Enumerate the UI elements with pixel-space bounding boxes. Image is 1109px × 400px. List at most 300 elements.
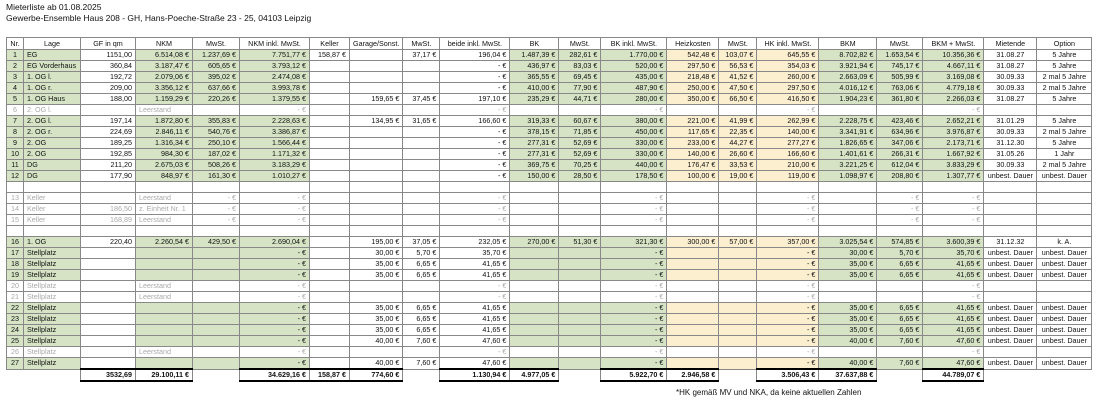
table-cell <box>81 281 136 292</box>
table-cell: - € <box>193 193 240 204</box>
table-cell: 3.356,12 € <box>136 83 193 94</box>
table-row <box>7 358 1092 370</box>
table-cell: 2 mal 5 Jahre <box>1037 72 1092 83</box>
table-cell: 250,00 € <box>667 83 719 94</box>
table-cell: 321,30 € <box>601 237 667 248</box>
table-row <box>7 292 1092 303</box>
table-cell <box>559 248 601 259</box>
table-cell: - € <box>757 292 819 303</box>
table-cell: - € <box>601 292 667 303</box>
table-cell: 4.779,18 € <box>923 83 984 94</box>
table-cell: 158,87 € <box>310 50 350 61</box>
table-cell <box>877 281 923 292</box>
table-cell <box>350 171 403 182</box>
table-cell: 186,50 <box>81 204 136 215</box>
table-cell: 31.08.27 <box>984 94 1037 105</box>
table-cell: 5 Jahre <box>1037 116 1092 127</box>
table-cell <box>403 171 440 182</box>
table-cell <box>81 303 136 314</box>
table-cell: 197,14 <box>81 116 136 127</box>
table-cell: 233,00 € <box>667 138 719 149</box>
table-cell <box>719 105 757 116</box>
table-cell <box>719 215 757 226</box>
total-cell <box>24 369 81 381</box>
table-cell: 41,65 € <box>440 303 510 314</box>
table-cell: - € <box>601 105 667 116</box>
table-cell: 330,00 € <box>601 138 667 149</box>
table-cell: Stellplatz <box>24 270 81 281</box>
table-cell <box>350 127 403 138</box>
table-cell: 188,00 <box>81 94 136 105</box>
table-cell: - € <box>240 215 310 226</box>
table-cell <box>81 325 136 336</box>
table-cell: 3.169,08 € <box>923 72 984 83</box>
table-cell <box>350 347 403 358</box>
table-cell <box>193 336 240 347</box>
table-cell <box>667 215 719 226</box>
table-cell <box>81 270 136 281</box>
table-cell: - € <box>440 83 510 94</box>
table-cell: 192,72 <box>81 72 136 83</box>
table-cell <box>1037 281 1092 292</box>
table-cell: 2.173,71 € <box>923 138 984 149</box>
table-cell: - € <box>440 160 510 171</box>
table-cell <box>819 281 877 292</box>
table-row <box>7 347 1092 358</box>
column-header: NKM inkl. MwSt. <box>240 38 310 50</box>
table-row <box>7 336 1092 347</box>
table-cell <box>984 215 1037 226</box>
table-cell: 297,50 € <box>757 83 819 94</box>
table-row <box>7 72 1092 83</box>
table-cell: 51,30 € <box>559 237 601 248</box>
table-cell <box>350 160 403 171</box>
table-cell: 300,00 € <box>667 237 719 248</box>
table-cell: 1.379,55 € <box>240 94 310 105</box>
table-cell: 35,00 € <box>819 259 877 270</box>
table-cell <box>559 358 601 370</box>
table-cell: 436,97 € <box>510 61 559 72</box>
table-cell <box>719 248 757 259</box>
table-cell: 1.653,54 € <box>877 50 923 61</box>
table-cell: 210,00 € <box>757 160 819 171</box>
table-cell <box>819 215 877 226</box>
table-cell: 31.08.27 <box>984 50 1037 61</box>
total-cell: 158,87 € <box>310 369 350 381</box>
table-cell: Stellplatz <box>24 347 81 358</box>
table-cell <box>510 325 559 336</box>
table-cell <box>193 358 240 370</box>
table-cell: 44,27 € <box>719 138 757 149</box>
table-cell: 2.260,54 € <box>136 237 193 248</box>
table-cell: 35,00 € <box>819 325 877 336</box>
table-cell: 22,35 € <box>719 127 757 138</box>
table-cell <box>819 105 877 116</box>
table-cell: 31.08.27 <box>984 61 1037 72</box>
table-cell: 3.600,39 € <box>923 237 984 248</box>
table-cell: - € <box>440 281 510 292</box>
column-header: Mietende <box>984 38 1037 50</box>
table-cell <box>136 303 193 314</box>
table-cell: - € <box>440 105 510 116</box>
table-cell <box>819 292 877 303</box>
table-cell <box>719 303 757 314</box>
table-cell <box>81 314 136 325</box>
table-cell <box>310 347 350 358</box>
table-cell: 37,45 € <box>403 94 440 105</box>
table-cell: 1.904,23 € <box>819 94 877 105</box>
table-cell <box>310 237 350 248</box>
table-cell: 1.171,32 € <box>240 149 310 160</box>
table-cell <box>1037 347 1092 358</box>
table-cell: 6,65 € <box>877 270 923 281</box>
table-cell <box>510 193 559 204</box>
table-cell: 30.09.33 <box>984 127 1037 138</box>
table-cell: 8.702,82 € <box>819 50 877 61</box>
table-cell: 634,96 € <box>877 127 923 138</box>
table-cell: 2. OG l. <box>24 116 81 127</box>
table-cell: 47,60 € <box>923 336 984 347</box>
table-row <box>7 171 1092 182</box>
table-cell <box>310 94 350 105</box>
footnote: *HK gemäß MV und NKA, da keine aktuellen Zahlen <box>676 388 862 397</box>
table-cell: unbest. Dauer <box>1037 171 1092 182</box>
table-cell <box>559 105 601 116</box>
table-cell: 209,00 <box>81 83 136 94</box>
table-row <box>7 215 1092 226</box>
table-cell: - € <box>601 281 667 292</box>
table-cell: 450,00 € <box>601 127 667 138</box>
table-cell <box>310 292 350 303</box>
table-cell <box>559 347 601 358</box>
table-cell: - € <box>440 171 510 182</box>
table-cell: 3.833,29 € <box>923 160 984 171</box>
table-cell: 176,47 € <box>667 160 719 171</box>
table-cell: 1.667,92 € <box>923 149 984 160</box>
table-cell: 6,65 € <box>877 314 923 325</box>
table-cell: 2 mal 5 Jahre <box>1037 127 1092 138</box>
table-cell: 2.228,63 € <box>240 116 310 127</box>
table-cell: - € <box>601 347 667 358</box>
table-cell: 6,65 € <box>877 303 923 314</box>
table-cell: 224,69 <box>81 127 136 138</box>
table-cell: 637,66 € <box>193 83 240 94</box>
table-cell <box>310 138 350 149</box>
header-row <box>7 38 1092 50</box>
sheet-subtitle: Gewerbe-Ensemble Haus 208 - GH, Hans-Poeche-Straße 23 - 25, 04103 Leipzig <box>6 13 312 23</box>
table-cell: 380,00 € <box>601 116 667 127</box>
table-cell: 1151,00 <box>81 50 136 61</box>
table-cell: Stellplatz <box>24 259 81 270</box>
table-cell <box>310 281 350 292</box>
table-cell: 140,00 € <box>757 127 819 138</box>
table-cell: - € <box>240 105 310 116</box>
table-cell <box>350 204 403 215</box>
table-cell: - € <box>601 358 667 370</box>
table-cell <box>559 292 601 303</box>
table-cell: 20 <box>7 281 24 292</box>
table-cell <box>667 259 719 270</box>
table-cell <box>719 259 757 270</box>
table-cell: 2.079,06 € <box>136 72 193 83</box>
table-cell: - € <box>757 281 819 292</box>
table-cell <box>310 193 350 204</box>
table-cell: - € <box>440 292 510 303</box>
table-cell: - € <box>757 215 819 226</box>
table-cell: 6,65 € <box>877 325 923 336</box>
table-cell <box>667 105 719 116</box>
table-cell: 19,00 € <box>719 171 757 182</box>
table-cell <box>667 281 719 292</box>
table-cell <box>984 292 1037 303</box>
table-cell <box>81 336 136 347</box>
table-cell: 5,70 € <box>877 248 923 259</box>
table-cell: 57,00 € <box>719 237 757 248</box>
table-cell: 37,17 € <box>403 50 440 61</box>
table-cell: 60,67 € <box>559 116 601 127</box>
column-header: HK inkl. MwSt. <box>757 38 819 50</box>
table-cell <box>310 248 350 259</box>
table-cell <box>350 61 403 72</box>
table-cell <box>667 336 719 347</box>
table-cell: EG <box>24 50 81 61</box>
table-cell: 69,45 € <box>559 72 601 83</box>
table-cell: 429,50 € <box>193 237 240 248</box>
table-row <box>7 314 1092 325</box>
table-cell <box>81 248 136 259</box>
table-cell: 361,80 € <box>877 94 923 105</box>
table-cell: 1.010,27 € <box>240 171 310 182</box>
table-cell: - € <box>923 292 984 303</box>
table-cell <box>136 336 193 347</box>
table-cell <box>310 127 350 138</box>
table-cell <box>310 171 350 182</box>
table-cell: - € <box>240 259 310 270</box>
table-cell: 35,00 € <box>819 314 877 325</box>
table-cell: Stellplatz <box>24 248 81 259</box>
table-cell: DG <box>24 160 81 171</box>
table-cell <box>193 270 240 281</box>
table-cell: 7,60 € <box>403 358 440 370</box>
table-cell: 30,00 € <box>350 248 403 259</box>
table-cell: 41,65 € <box>440 259 510 270</box>
table-cell: - € <box>240 314 310 325</box>
table-cell <box>559 259 601 270</box>
total-cell: 44.789,07 € <box>923 369 984 381</box>
table-cell: 31.01.29 <box>984 116 1037 127</box>
table-cell: 508,26 € <box>193 160 240 171</box>
table-cell <box>136 325 193 336</box>
table-cell <box>719 358 757 370</box>
table-cell: 31.12.30 <box>984 138 1037 149</box>
table-cell <box>403 149 440 160</box>
table-cell: 277,31 € <box>510 138 559 149</box>
table-cell <box>403 193 440 204</box>
table-cell: 35,00 € <box>819 270 877 281</box>
table-cell: 347,06 € <box>877 138 923 149</box>
table-cell <box>559 204 601 215</box>
table-cell: 178,50 € <box>601 171 667 182</box>
column-header: Garage/Sonst. <box>350 38 403 50</box>
table-row <box>7 270 1092 281</box>
table-cell <box>667 270 719 281</box>
table-cell: 612,04 € <box>877 160 923 171</box>
table-cell: 2 <box>7 61 24 72</box>
table-cell: 41,65 € <box>923 314 984 325</box>
table-cell: 540,76 € <box>193 127 240 138</box>
table-cell <box>136 259 193 270</box>
total-cell: 5.922,70 € <box>601 369 667 381</box>
table-cell <box>403 61 440 72</box>
table-cell: EG Vorderhaus <box>24 61 81 72</box>
table-cell <box>510 292 559 303</box>
table-cell <box>819 193 877 204</box>
table-cell <box>510 270 559 281</box>
table-cell: - € <box>440 149 510 160</box>
table-cell: 745,17 € <box>877 61 923 72</box>
table-cell: 350,00 € <box>667 94 719 105</box>
table-cell <box>403 105 440 116</box>
table-cell <box>193 105 240 116</box>
table-cell <box>310 149 350 160</box>
table-cell: - € <box>440 204 510 215</box>
table-cell: 70,25 € <box>559 160 601 171</box>
table-cell: 7,60 € <box>403 336 440 347</box>
column-header: Keller <box>310 38 350 50</box>
table-cell <box>510 358 559 370</box>
table-cell: Leerstand <box>136 292 193 303</box>
table-cell: 35,00 € <box>350 314 403 325</box>
table-cell: - € <box>601 336 667 347</box>
table-cell: - € <box>193 215 240 226</box>
column-header: BKM + MwSt. <box>923 38 984 50</box>
table-cell: - € <box>601 259 667 270</box>
table-cell: 395,02 € <box>193 72 240 83</box>
table-cell: 542,48 € <box>667 50 719 61</box>
table-cell <box>310 72 350 83</box>
table-cell: 150,00 € <box>510 171 559 182</box>
column-header: beide inkl. MwSt. <box>440 38 510 50</box>
table-cell: 3.221,25 € <box>819 160 877 171</box>
table-cell: - € <box>601 204 667 215</box>
column-header: Lage <box>24 38 81 50</box>
table-cell: unbest. Dauer <box>984 248 1037 259</box>
totals-row <box>7 369 1092 381</box>
table-cell: 41,65 € <box>923 325 984 336</box>
spacer-row <box>7 182 1092 193</box>
table-cell: 6,65 € <box>403 259 440 270</box>
total-cell: 3532,69 <box>81 369 136 381</box>
table-cell: 3.976,87 € <box>923 127 984 138</box>
table-cell: 26,60 € <box>719 149 757 160</box>
table-cell: - € <box>923 204 984 215</box>
table-cell <box>667 325 719 336</box>
table-cell: 35,00 € <box>350 259 403 270</box>
table-cell: 41,65 € <box>440 270 510 281</box>
total-cell: 4.977,05 € <box>510 369 559 381</box>
table-cell: 10.356,36 € <box>923 50 984 61</box>
table-body <box>7 50 1092 382</box>
table-cell <box>719 347 757 358</box>
table-cell: - € <box>240 358 310 370</box>
table-cell <box>81 259 136 270</box>
table-cell <box>403 281 440 292</box>
total-cell: 37.637,88 € <box>819 369 877 381</box>
table-cell: - € <box>757 336 819 347</box>
table-cell: 2.474,08 € <box>240 72 310 83</box>
table-cell <box>350 281 403 292</box>
column-header: MwSt. <box>877 38 923 50</box>
table-cell: 140,00 € <box>667 149 719 160</box>
table-cell: 410,00 € <box>510 83 559 94</box>
table-cell: - € <box>923 281 984 292</box>
table-cell: 41,52 € <box>719 72 757 83</box>
table-cell: - € <box>240 336 310 347</box>
table-cell: - € <box>240 292 310 303</box>
table-cell: unbest. Dauer <box>984 259 1037 270</box>
table-cell: 41,99 € <box>719 116 757 127</box>
table-cell: 369,75 € <box>510 160 559 171</box>
table-cell: Stellplatz <box>24 303 81 314</box>
table-cell: 3 <box>7 72 24 83</box>
table-cell: 35,70 € <box>440 248 510 259</box>
table-cell: 16 <box>7 237 24 248</box>
table-cell: 5,70 € <box>403 248 440 259</box>
table-row <box>7 259 1092 270</box>
table-cell: k. A. <box>1037 237 1092 248</box>
table-cell: unbest. Dauer <box>984 314 1037 325</box>
table-cell <box>819 347 877 358</box>
table-cell: - € <box>923 347 984 358</box>
table-cell: 1.159,29 € <box>136 94 193 105</box>
table-cell: 211,20 <box>81 160 136 171</box>
table-cell: 3.993,78 € <box>240 83 310 94</box>
table-cell: - € <box>601 314 667 325</box>
table-cell: 1.237,69 € <box>193 50 240 61</box>
table-cell <box>403 204 440 215</box>
table-cell: 27 <box>7 358 24 370</box>
table-cell: 354,03 € <box>757 61 819 72</box>
table-cell <box>1037 204 1092 215</box>
table-cell: - € <box>440 127 510 138</box>
table-cell: 2.675,03 € <box>136 160 193 171</box>
table-row <box>7 160 1092 171</box>
table-cell: - € <box>240 347 310 358</box>
table-cell: - € <box>757 270 819 281</box>
table-cell: - € <box>440 72 510 83</box>
table-cell: 505,99 € <box>877 72 923 83</box>
table-cell: 645,55 € <box>757 50 819 61</box>
table-cell: 166,60 € <box>757 149 819 160</box>
table-cell: 1. OG Haus <box>24 94 81 105</box>
table-cell: 3.183,29 € <box>240 160 310 171</box>
column-header: Option <box>1037 38 1092 50</box>
table-cell: 11 <box>7 160 24 171</box>
table-cell: 6 <box>7 105 24 116</box>
table-cell <box>719 292 757 303</box>
table-cell <box>667 303 719 314</box>
table-cell: 297,50 € <box>667 61 719 72</box>
table-cell: 1 Jahr <box>1037 149 1092 160</box>
column-header: MwSt. <box>193 38 240 50</box>
table-cell: 41,65 € <box>923 259 984 270</box>
table-row <box>7 138 1092 149</box>
table-cell: 6,65 € <box>403 270 440 281</box>
table-cell: 235,29 € <box>510 94 559 105</box>
table-cell: unbest. Dauer <box>984 270 1037 281</box>
total-cell <box>719 369 757 381</box>
table-cell: 31.05.26 <box>984 149 1037 160</box>
